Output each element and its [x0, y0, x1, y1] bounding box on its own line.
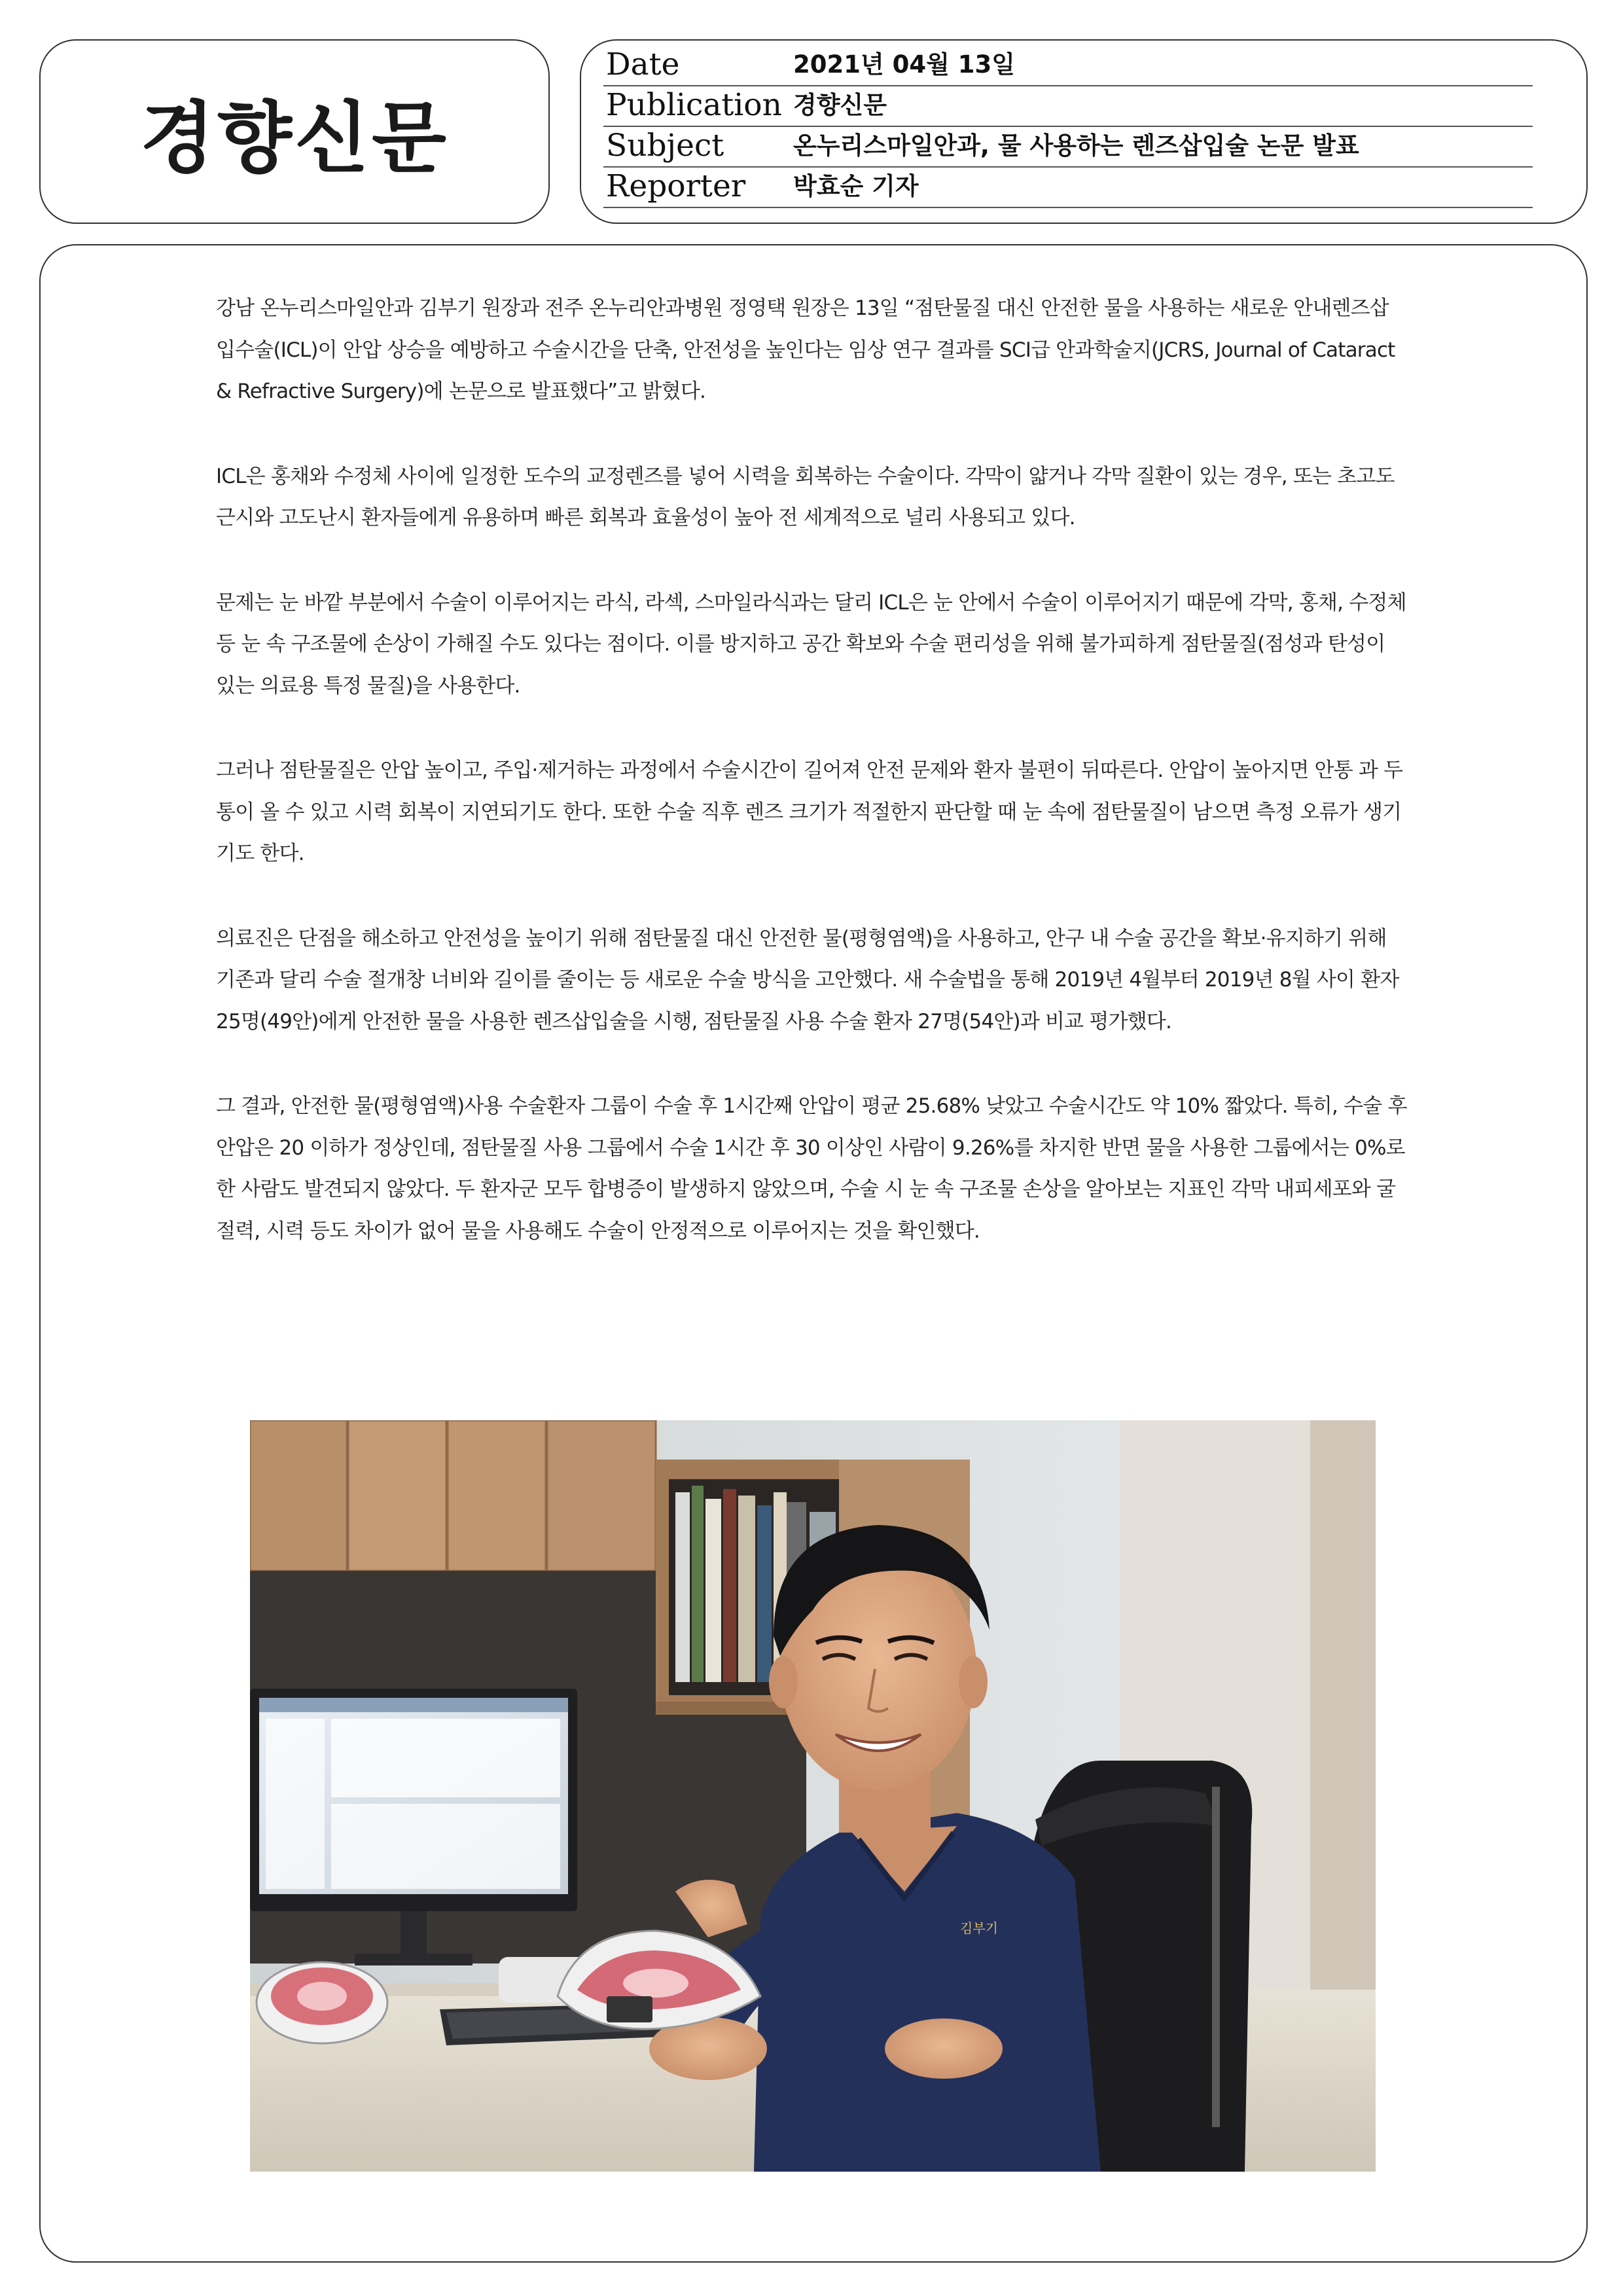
meta-row-reporter — [603, 166, 1533, 208]
reporter-value: 박효순 기자 — [793, 172, 919, 200]
newspaper-logo: 경향신문 — [140, 93, 449, 183]
subject-value: 온누리스마일안과, 물 사용하는 렌즈삽입술 논문 발표 — [793, 132, 1359, 160]
subject-label: Subject — [606, 128, 724, 164]
article-metadata-box — [580, 39, 1588, 224]
article-photo — [250, 1420, 1376, 2172]
article-paragraph: 그 결과, 안전한 물(평형염액)사용 수술환자 그룹이 수술 후 1시간째 안압이 평균 25.68% 낮았고 수술시간도 약 10% 짧았다. 특히, 수술 후 안압은 20 이하가 정상인데, 점탄물질 사용 그룹에서 수술 1시간 후 30 이상인 사람이 9.26%를 차지한 반면 물을 사용한 그룹에서는 0%로 한 사람도 발견되지 않았다. 두 환자군 모두 합병증이 발생하지 않았으며, 수술 시 눈 속 구조물 손상을 알아보는 지표인 각막 내피세포와 굴절력, 시력 등도 차이가 없어 물을 사용해도 수술이 안정적으로 이루어지는 것을 확인했다. — [216, 1094, 1407, 1243]
doctor-hand-right — [885, 2018, 1003, 2079]
date-label: Date — [606, 46, 680, 82]
reporter-label: Reporter — [606, 168, 746, 204]
name-embroidery-text: 김부기 — [960, 1920, 998, 1936]
date-value: 2021년 04월 13일 — [793, 50, 1015, 79]
article-text — [216, 288, 1407, 1295]
masthead-logo-box — [39, 39, 550, 224]
article-paragraph: 강남 온누리스마일안과 김부기 원장과 전주 온누리안과병원 정영택 원장은 13일 “점탄물질 대신 안전한 물을 사용하는 새로운 안내렌즈삽입수술(ICL)이 안압 상승을 예방하고 수술시간을 단축, 안전성을 높인다는 임상 연구 결과를 SCI급 안과학술지(JCRS, Journal of Cataract & Refractive Surgery)에 논문으로 발표했다”고 밝혔다. — [216, 296, 1395, 403]
meta-row-subject — [603, 126, 1533, 168]
article-paragraph: 문제는 눈 바깥 부분에서 수술이 이루어지는 라식, 라섹, 스마일라식과는 달리 ICL은 눈 안에서 수술이 이루어지기 때문에 각막, 홍채, 수정체 등 눈 속 구조물에 손상이 가해질 수도 있다는 점이다. 이를 방지하고 공간 확보와 수술 편리성을 위해 불가피하게 점탄물질(점성과 탄성이 있는 의료용 특정 물질)을 사용한다. — [216, 590, 1406, 698]
meta-row-date — [603, 45, 1533, 86]
article-paragraph: 그러나 점탄물질은 안압 높이고, 주입·제거하는 과정에서 수술시간이 길어져 안전 문제와 환자 불편이 뒤따른다. 안압이 높아지면 안통 과 두통이 올 수 있고 시력 회복이 지연되기도 한다. 또한 수술 직후 렌즈 크기가 적절한지 판단할 때 눈 속에 점탄물질이 남으면 측정 오류가 생기기도 한다. — [216, 759, 1403, 865]
meta-row-publication — [603, 85, 1533, 127]
publication-value: 경향신문 — [793, 91, 887, 119]
article-paragraph: ICL은 홍채와 수정체 사이에 일정한 도수의 교정렌즈를 넣어 시력을 회복하는 수술이다. 각막이 얇거나 각막 질환이 있는 경우, 또는 초고도근시와 고도난시 환자들에게 유용하며 빠른 회복과 효율성이 높아 전 세계적으로 널리 사용되고 있다. — [216, 464, 1395, 529]
article-paragraph: 의료진은 단점을 해소하고 안전성을 높이기 위해 점탄물질 대신 안전한 물(평형염액)을 사용하고, 안구 내 수술 공간을 확보·유지하기 위해 기존과 달리 수술 절개창 너비와 길이를 줄이는 등 새로운 수술 방식을 고안했다. 새 수술법을 통해 2019년 4월부터 2019년 8월 사이 환자 25명(49안)에게 안전한 물을 사용한 렌즈삽입술을 시행, 점탄물질 사용 수술 환자 27명(54안)과 비교 평가했다. — [216, 926, 1399, 1033]
publication-label: Publication — [606, 87, 782, 123]
